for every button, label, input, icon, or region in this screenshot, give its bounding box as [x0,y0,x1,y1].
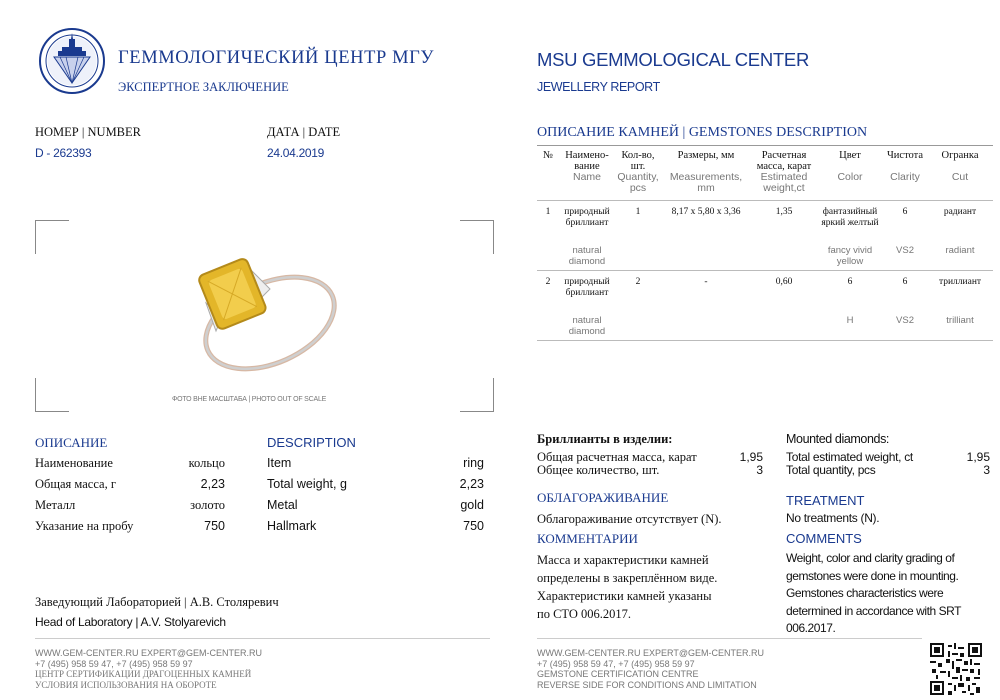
footer-phone-left: +7 (495) 958 59 47, +7 (495) 958 59 97 [35,658,193,669]
comment-line-en: determined in accordance with SRT [786,603,962,618]
report-type-ru: ЭКСПЕРТНОЕ ЗАКЛЮЧЕНИЕ [118,80,289,94]
signature-en: Head of Laboratory | A.V. Stolyarevich [35,615,226,629]
table-cell: natural diamond [559,315,615,341]
footer-line3-left: ЦЕНТР СЕРТИФИКАЦИИ ДРАГОЦЕННЫХ КАМНЕЙ [35,669,252,679]
gem-header-no-en [537,172,559,201]
table-row [537,271,993,315]
gemstones-table [537,145,993,341]
gemstones-title: ОПИСАНИЕ КАМНЕЙ | GEMSTONES DESCRIPTION [537,125,868,140]
gem-header-clarity-en: Clarity [883,172,927,201]
msu-logo [38,27,106,95]
desc-hallmark-value-en: 750 [463,519,484,533]
treatment-text-ru: Облагораживание отсутствует (N). [537,512,722,526]
table-cell: 2 [545,277,551,287]
footer-line4-right: REVERSE SIDE FOR CONDITIONS AND LIMITATION [537,679,757,690]
table-row [537,245,993,271]
gem-header-cut-en: Cut [927,172,993,201]
photo-caption: ФОТО ВНЕ МАСШТАБА | PHOTO OUT OF SCALE [172,396,327,403]
table-cell: 6 [902,207,908,217]
table-cell: VS2 [883,245,927,271]
gem-header-weight-ru: Расчетная масса, карат [751,146,817,173]
table-cell: 0,60 [775,277,793,287]
comment-line-en: gemstones were done in mounting. [786,568,959,583]
footer-divider-left [35,638,490,639]
desc-metal-value-en: gold [460,498,484,512]
mounted-title-ru: Бриллианты в изделии: [537,432,673,446]
table-cell [751,315,817,341]
comment-line-ru: Масса и характеристики камней [537,553,709,567]
desc-hallmark-label-ru: Указание на пробу [35,519,134,533]
table-cell: 6 [847,277,853,287]
mounted-title-en: Mounted diamonds: [786,432,889,446]
desc-item-value-ru: кольцо [188,456,225,470]
report-date: 24.04.2019 [267,146,325,160]
mounted-weight-value-en: 1,95 [966,450,990,464]
gem-header-qty-en: Quantity, pcs [615,172,661,201]
treatment-title-ru: ОБЛАГОРАЖИВАНИЕ [537,490,669,505]
table-cell: 1,35 [775,207,793,217]
gem-header-weight-en: Estimated weight,ct [751,172,817,201]
comment-line-en: Gemstones characteristics were [786,586,944,600]
ring-photo [190,245,340,375]
desc-item-label-ru: Наименование [35,456,113,470]
report-type-en: JEWELLERY REPORT [537,80,660,94]
table-cell [537,315,559,341]
photo-frame-corner-bl [35,378,69,412]
table-cell: триллиант [938,277,982,287]
table-cell [615,245,661,271]
footer-line3-right: GEMSTONE CERTIFICATION CENTRE [537,669,699,679]
table-row [537,315,993,341]
comment-line-ru: Характеристики камней указаны [537,589,712,603]
footer-line4-left: УСЛОВИЯ ИСПОЛЬЗОВАНИЯ НА ОБОРОТЕ [35,679,217,690]
table-cell [537,245,559,271]
mounted-qty-label-ru: Общее количество, шт. [537,463,660,477]
table-row [537,201,993,245]
gem-header-name-ru: Наимено-вание [559,146,615,173]
qr-code [930,643,982,695]
comment-line-en: Weight, color and clarity grading of [786,551,955,565]
table-cell: H [817,315,883,341]
table-cell: радиант [943,207,977,217]
gem-header-qty-ru: Кол-во, шт. [615,146,661,173]
table-cell: natural diamond [559,245,615,271]
table-cell: фантазийный яркий желтый [821,207,879,228]
mounted-weight-label-ru: Общая расчетная масса, карат [537,450,697,464]
table-cell: trilliant [927,315,993,341]
footer-divider-right [537,638,922,639]
desc-hallmark-label-en: Hallmark [267,519,317,533]
comment-line-ru: определены в закреплённом виде. [537,571,718,585]
desc-weight-value-en: 2,23 [459,477,484,491]
desc-hallmark-value-ru: 750 [204,519,225,533]
desc-metal-value-ru: золото [190,498,225,512]
desc-metal-label-ru: Металл [35,498,76,512]
comments-text-en [786,550,961,638]
desc-metal-label-en: Metal [267,498,298,512]
table-cell [615,315,661,341]
mounted-weight-value-ru: 1,95 [739,450,763,464]
desc-item-label-en: Item [267,456,292,470]
description-title-ru: ОПИСАНИЕ [35,435,108,450]
table-cell: природный бриллиант [564,277,610,298]
table-cell: VS2 [883,315,927,341]
number-label: НОМЕР | NUMBER [35,125,141,139]
gem-header-name-en: Name [559,172,615,201]
comments-title-ru: КОММЕНТАРИИ [537,531,638,546]
footer-left [35,648,262,690]
table-cell: radiant [927,245,993,271]
org-title-ru: ГЕММОЛОГИЧЕСКИЙ ЦЕНТР МГУ [118,48,435,68]
description-title-en: DESCRIPTION [267,435,356,450]
gem-header-size-en: Measurements, mm [661,172,751,201]
table-cell: 2 [635,277,641,287]
table-cell: природный бриллиант [564,207,610,228]
comment-line-en: 006.2017. [786,621,836,635]
table-cell: 1 [545,207,551,217]
gem-header-clarity-ru: Чистота [883,146,927,173]
table-cell: 8,17 x 5,80 x 3,36 [671,207,741,217]
photo-frame-corner-tl [35,220,69,254]
table-cell: - [704,277,708,287]
mounted-qty-value-en: 3 [983,463,990,477]
table-cell: 6 [902,277,908,287]
mounted-qty-label-en: Total quantity, pcs [786,463,876,477]
photo-frame-corner-tr [460,220,494,254]
desc-item-value-en: ring [463,456,484,470]
mounted-qty-value-ru: 3 [756,463,763,477]
gem-header-cut-ru: Огранка [927,146,993,173]
desc-weight-value-ru: 2,23 [200,477,225,491]
desc-weight-label-ru: Общая масса, г [35,477,116,491]
treatment-title-en: TREATMENT [786,493,865,508]
org-title-en: MSU GEMMOLOGICAL CENTER [537,49,810,70]
mounted-weight-label-en: Total estimated weight, ct [786,450,913,464]
gem-header-color-en: Color [817,172,883,201]
date-label: ДАТА | DATE [267,125,341,139]
table-cell: 1 [635,207,641,217]
treatment-text-en: No treatments (N). [786,511,880,525]
table-cell: fancy vivid yellow [817,245,883,271]
table-cell [661,315,751,341]
comment-line-ru: по СТО 006.2017. [537,607,632,621]
photo-frame-corner-br [460,378,494,412]
gem-header-size-ru: Размеры, мм [661,146,751,173]
comments-text-ru [537,551,717,623]
signature-ru: Заведующий Лабораторией | А.В. Столяревич [35,595,279,609]
footer-phone-right: +7 (495) 958 59 47, +7 (495) 958 59 97 [537,658,695,669]
table-cell [751,245,817,271]
footer-web-right: WWW.GEM-CENTER.RU EXPERT@GEM-CENTER.RU [537,648,764,658]
footer-web-left: WWW.GEM-CENTER.RU EXPERT@GEM-CENTER.RU [35,648,262,658]
comments-title-en: COMMENTS [786,531,862,546]
desc-weight-label-en: Total weight, g [267,477,347,491]
footer-right [537,648,764,690]
gem-header-color-ru: Цвет [817,146,883,173]
gem-header-no-ru: № [537,146,559,173]
table-cell [661,245,751,271]
report-number: D - 262393 [35,146,92,160]
